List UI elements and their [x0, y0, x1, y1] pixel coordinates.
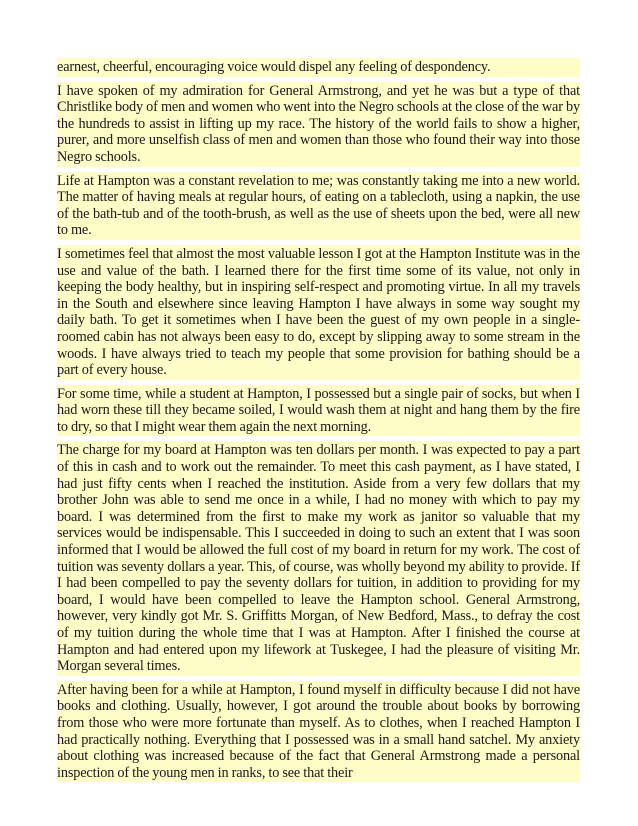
paragraph-4: I sometimes feel that almost the most valuable lesson I got at the Hampton Institute was in the use and value of the bath. I learned there for the first time some of its value, not only in keeping the body healthy, but in inspiring self-respect and promoting virtue. In all my travels in the South and elsewhere since leaving Hampton I have always in some way sought my daily bath. To get it sometimes when I have been the guest of my own people in a single-roomed cabin has not always been easy to do, except by slipping away to some stream in the woods. I have always tried to teach my people that some provision for bathing should be a part of every house. — [57, 245, 580, 379]
paragraph-7: After having been for a while at Hampton, I found myself in difficulty because I did not have books and clothing. Usually, however, I got around the trouble about books by borrowing from those who were more fortunate than myself. As to clothes, when I reached Hampton I had practically nothing. Everything that I possessed was in a small hand satchel. My anxiety about clothing was increased because of the fact that General Armstrong made a personal inspection of the young men in ranks, to see that their — [57, 681, 580, 781]
paragraph-3: Life at Hampton was a constant revelation to me; was constantly taking me into a new world. The matter of having meals at regular hours, of eating on a tablecloth, using a napkin, the use of the bath-tub and of the tooth-brush, as well as the use of sheets upon the bed, were all new to me. — [57, 172, 580, 239]
paragraph-5: For some time, while a student at Hampton, I possessed but a single pair of socks, but when I had worn these till they became soiled, I would wash them at night and hang them by the fire to dry, so that I might wear them again the next morning. — [57, 385, 580, 435]
paragraph-1: earnest, cheerful, encouraging voice would dispel any feeling of despondency. — [57, 58, 580, 77]
document-page — [57, 58, 580, 787]
paragraph-2: I have spoken of my admiration for General Armstrong, and yet he was but a type of that Christlike body of men and women who went into the Negro schools at the close of the war by the hundreds to assist in lifting up my race. The history of the world fails to show a higher, purer, and more unselfish class of men and women than those who found their way into those Negro schools. — [57, 82, 580, 165]
paragraph-6: The charge for my board at Hampton was ten dollars per month. I was expected to pay a part of this in cash and to work out the remainder. To meet this cash payment, as I have stated, I had just fifty cents when I reached the institution. Aside from a very few dollars that my brother John was able to send me once in a while, I had no money with which to pay my board. I was determined from the first to make my work as janitor so valuable that my services would be indispensable. This I succeeded in doing to such an extent that I was soon informed that I would be allowed the full cost of my board in return for my work. The cost of tuition was seventy dollars a year. This, of course, was wholly beyond my ability to provide. If I had been compelled to pay the seventy dollars for tuition, in addition to providing for my board, I would have been compelled to leave the Hampton school. General Armstrong, however, very kindly got Mr. S. Griffitts Morgan, of New Bedford, Mass., to defray the cost of my tuition during the whole time that I was at Hampton. After I finished the course at Hampton and had entered upon my lifework at Tuskegee, I had the pleasure of visiting Mr. Morgan several times. — [57, 442, 580, 675]
